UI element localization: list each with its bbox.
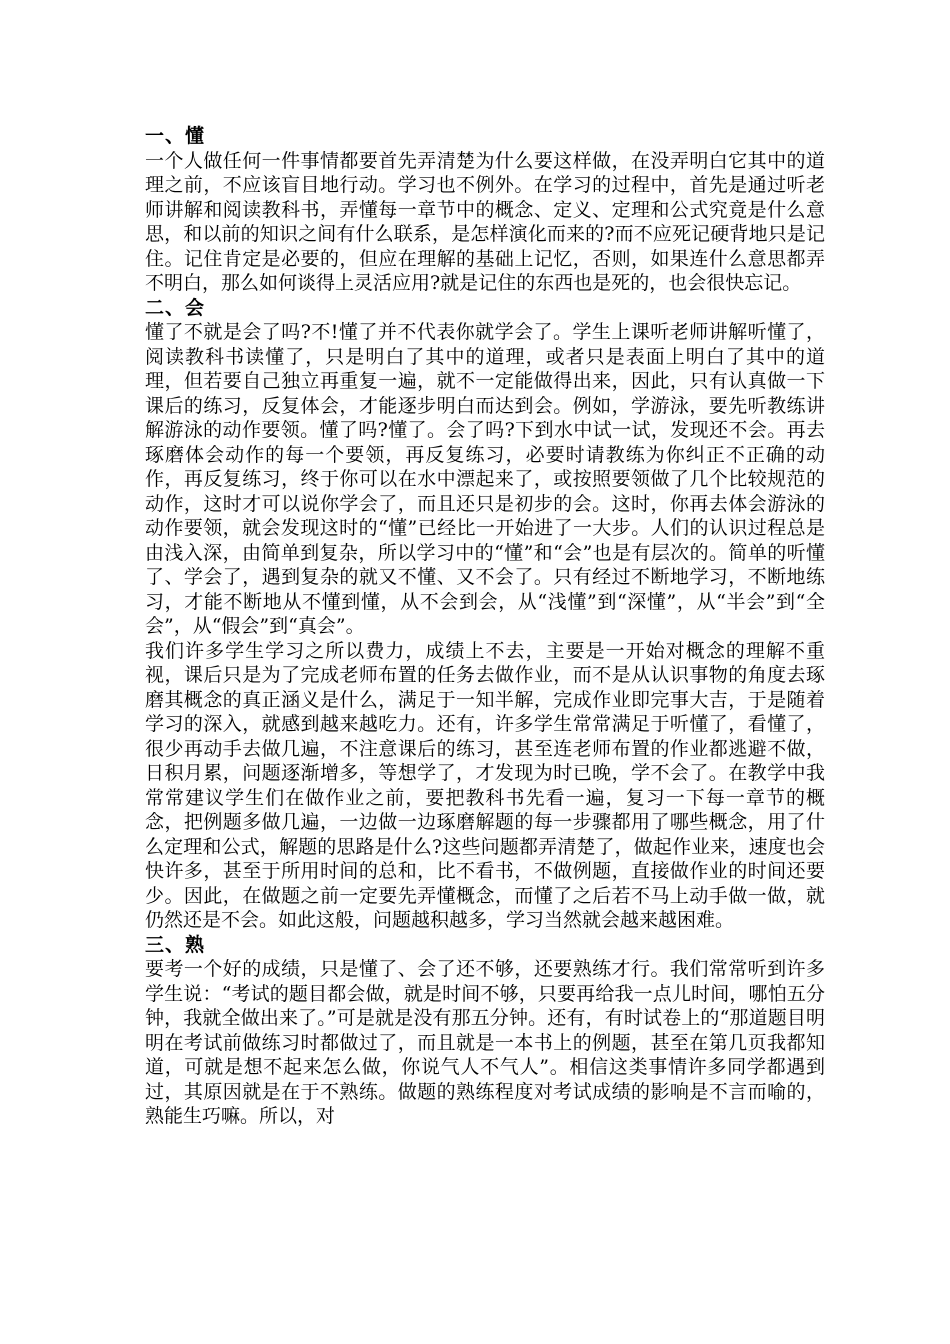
section-understand bbox=[145, 124, 825, 296]
paragraph: 我们许多学生学习之所以费力，成绩上不去，主要是一开始对概念的理解不重视，课后只是为了完成老师布置的任务去做作业，而不是从认识事物的角度去琢磨其概念的真正涵义是什么，满足于一知半解，完成作业即完事大吉，于是随着学习的深入，就感到越来越吃力。还有，许多学生常常满足于听懂了，看懂了，很少再动手去做几遍，不注意课后的练习，甚至连老师布置的作业都逃避不做，日积月累，问题逐渐增多，等想学了，才发现为时已晚，学不会了。在教学中我常常建议学生们在做作业之前，要把教科书先看一遍，复习一下每一章节的概念，把例题多做几遍，一边做一边琢磨解题的每一步骤都用了哪些概念，用了什么定理和公式，解题的思路是什么?这些问题都弄清楚了，做起作业来，速度也会快许多，甚至于所用时间的总和，比不看书，不做例题，直接做作业的时间还要少。因此，在做题之前一定要先弄懂概念，而懂了之后若不马上动手做一做，就仍然还是不会。如此这般，问题越积越多，学习当然就会越来越困难。 bbox=[145, 639, 825, 931]
section-heading: 二、会 bbox=[145, 296, 206, 319]
document-page bbox=[145, 124, 825, 1129]
section-heading: 三、熟 bbox=[145, 933, 206, 956]
section-proficient bbox=[145, 933, 825, 1129]
paragraph: 要考一个好的成绩，只是懂了、会了还不够，还要熟练才行。我们常常听到许多学生说：“考试的题目都会做，就是时间不够，只要再给我一点儿时间，哪怕五分钟，我就全做出来了。”可是就是没有那五分钟。还有，有时试卷上的“那道题目明明在考试前做练习时都做过了，而且就是一本书上的例题，甚至在第几页我都知道，可就是想不起来怎么做，你说气人不气人”。相信这类事情许多同学都遇到过，其原因就是在于不熟练。做题的熟练程度对考试成绩的影响是不言而喻的，熟能生巧嘛。所以，对 bbox=[145, 958, 825, 1127]
section-can-do bbox=[145, 296, 825, 933]
section-heading: 一、懂 bbox=[145, 125, 206, 147]
paragraph: 懂了不就是会了吗?不!懂了并不代表你就学会了。学生上课听老师讲解听懂了，阅读教科书读懂了，只是明白了其中的道理，或者只是表面上明白了其中的道理，但若要自己独立再重复一遍，就不一定能做得出来，因此，只有认真做一下课后的练习，反复体会，才能逐步明白而达到会。例如，学游泳，要先听教练讲解游泳的动作要领。懂了吗?懂了。会了吗?下到水中试一试，发现还不会。再去琢磨体会动作的每一个要领，再反复练习，必要时请教练为你纠正不正确的动作，再反复练习，终于你可以在水中漂起来了，或按照要领做了几个比较规范的动作，这时才可以说你学会了，而且还只是初步的会。这时，你再去体会游泳的动作要领，就会发现这时的“懂”已经比一开始进了一大步。人们的认识过程总是由浅入深，由简单到复杂，所以学习中的“懂”和“会”也是有层次的。简单的听懂了、学会了，遇到复杂的就又不懂、又不会了。只有经过不断地学习，不断地练习，才能不断地从不懂到懂，从不会到会，从“浅懂”到“深懂”，从“半会”到“全会”，从“假会”到“真会”。 bbox=[145, 321, 825, 637]
paragraph: 一个人做任何一件事情都要首先弄清楚为什么要这样做，在没弄明白它其中的道理之前，不应该盲目地行动。学习也不例外。在学习的过程中，首先是通过听老师讲解和阅读教科书，弄懂每一章节中的概念、定义、定理和公式究竟是什么意思，和以前的知识之间有什么联系，是怎样演化而来的?而不应死记硬背地只是记住。记住肯定是必要的，但应在理解的基础上记忆，否则，如果连什么意思都弄不明白，那么如何谈得上灵活应用?就是记住的东西也是死的，也会很快忘记。 bbox=[145, 149, 825, 294]
